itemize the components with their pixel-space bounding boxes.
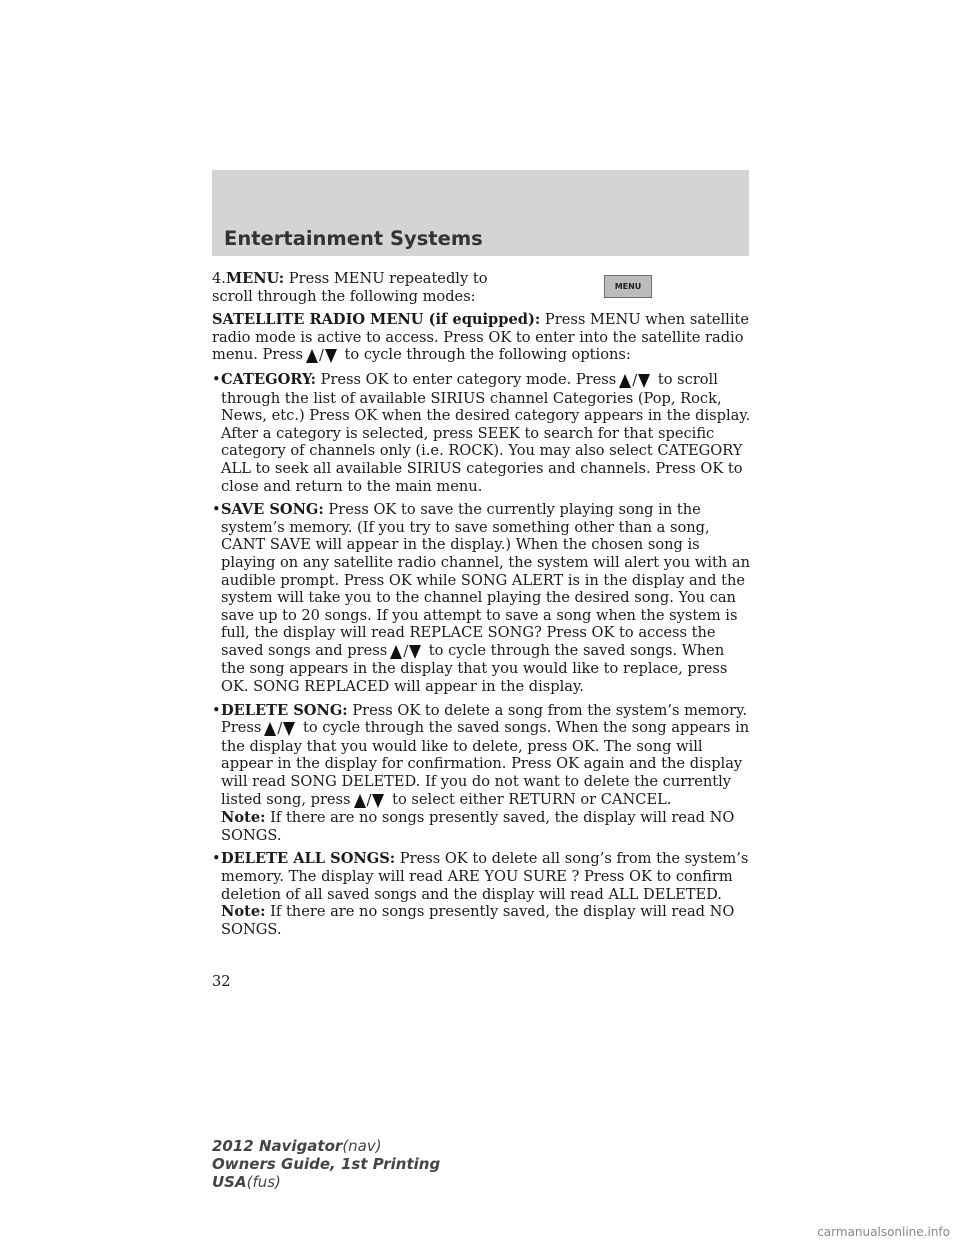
category-label: CATEGORY: (221, 370, 316, 388)
item-number: 4. (212, 270, 226, 287)
delete-all-label: DELETE ALL SONGS: (221, 850, 396, 868)
arrow-separator: / (318, 347, 324, 365)
section-title: Entertainment Systems (224, 227, 483, 250)
arrow-separator: / (632, 371, 638, 389)
intro-paragraph (212, 270, 512, 305)
save-song-text-1: Press OK to save the currently playing song in the system’s memory. (If you try to save something other than a song, CANT SAVE will appear in the display.) When the chosen song is playing on any satellite radio channel, the system will alert you with an audible prompt. Press OK while SONG ALERT is in the display and the system will take you to the channel playing the desired song. You can save up to 20 songs. If you attempt to save a song when the system is full, the display will read REPLACE SONG? Press OK to access the saved songs and press (221, 501, 750, 659)
up-arrow-icon (354, 794, 366, 808)
footer-printing-info (212, 1137, 440, 1191)
arrow-separator: / (403, 642, 409, 660)
section-header-band (212, 170, 749, 256)
delete-all-text-1: Press OK to delete all song’s from the system’s memory. The display will read ARE YOU SURE ? Press OK to confirm deletion of all saved songs and the display will read ALL DELETED. (221, 850, 749, 903)
footer-model: 2012 Navigator (212, 1137, 343, 1155)
note-text: If there are no songs presently saved, the display will read NO SONGS. (221, 903, 735, 938)
bullet-icon: • (212, 701, 221, 719)
up-down-arrows (306, 347, 337, 365)
up-arrow-icon (390, 645, 402, 659)
bullet-category (212, 371, 752, 495)
down-arrow-icon (372, 794, 384, 808)
delete-song-text-2: to cycle through the saved songs. When the song appears in the display that you would like to delete, press OK. The song will appear in the display for confirmation. Press OK again and the display will read SONG DELETED. If you do not want to delete the currently listed song, press (221, 719, 750, 808)
page-number: 32 (212, 973, 231, 990)
satellite-menu-label: SATELLITE RADIO MENU (if equipped): (212, 311, 541, 329)
note-label: Note: (221, 809, 266, 827)
up-down-arrows (619, 372, 650, 390)
up-arrow-icon (264, 722, 276, 736)
page-content (212, 270, 752, 944)
bullet-icon: • (212, 501, 221, 519)
arrow-separator: / (366, 791, 372, 809)
up-arrow-icon (306, 349, 318, 363)
footer-line-3 (212, 1173, 440, 1191)
footer-line-2 (212, 1155, 440, 1173)
footer-guide: Owners Guide, 1st Printing (212, 1155, 441, 1173)
bullet-delete-all-songs (212, 850, 752, 938)
bullet-save-song (212, 501, 752, 696)
down-arrow-icon (283, 722, 295, 736)
category-text-1: Press OK to enter category mode. Press (320, 370, 617, 388)
arrow-separator: / (277, 720, 283, 738)
save-song-label: SAVE SONG: (221, 501, 324, 519)
note-label: Note: (221, 903, 266, 921)
watermark-text: carmanualsonline.info (817, 1225, 950, 1239)
satellite-menu-text-1: Press MENU when satellite radio mode is active to access. Press OK to enter into the satellite radio menu. Press (212, 311, 750, 364)
delete-song-label: DELETE SONG: (221, 701, 348, 719)
footer-line-1 (212, 1137, 440, 1155)
up-down-arrows (390, 643, 421, 661)
footer-model-code: (nav) (342, 1137, 382, 1155)
satellite-menu-paragraph (212, 311, 752, 365)
delete-song-text-1: Press OK to delete a song from the system’s memory. Press (221, 701, 748, 737)
up-down-arrows (354, 792, 385, 810)
up-down-arrows (264, 720, 295, 738)
intro-text: Press MENU repeatedly to scroll through the following modes: (212, 270, 488, 305)
intro-label: MENU: (225, 270, 285, 287)
down-arrow-icon (638, 374, 650, 388)
bullet-icon: • (212, 850, 221, 868)
note-text: If there are no songs presently saved, the display will read NO SONGS. (221, 809, 735, 844)
down-arrow-icon (325, 349, 337, 363)
footer-market-code: (fus) (246, 1173, 281, 1191)
save-song-text-2: to cycle through the saved songs. When the song appears in the display that you would like to replace, press OK. SONG REPLACED will appear in the display. (221, 641, 728, 696)
delete-song-text-3: to select either RETURN or CANCEL. (392, 790, 672, 808)
footer-market: USA (212, 1173, 247, 1191)
menu-button-illustration: MENU (604, 275, 652, 298)
bullet-delete-song (212, 702, 752, 845)
satellite-menu-text-2: to cycle through the following options: (344, 346, 631, 364)
down-arrow-icon (409, 645, 421, 659)
up-arrow-icon (619, 374, 631, 388)
category-text-2: to scroll through the list of available SIRIUS channel Categories (Pop, Rock, News, etc.) Press OK when the desired category appears in the display. After a category is selected, press SEEK to search for that specific category of channels only (i.e. ROCK). You may also select CATEGORY ALL to seek all available SIRIUS categories and channels. Press OK to close and return to the main menu. (221, 370, 751, 495)
bullet-icon: • (212, 370, 221, 388)
